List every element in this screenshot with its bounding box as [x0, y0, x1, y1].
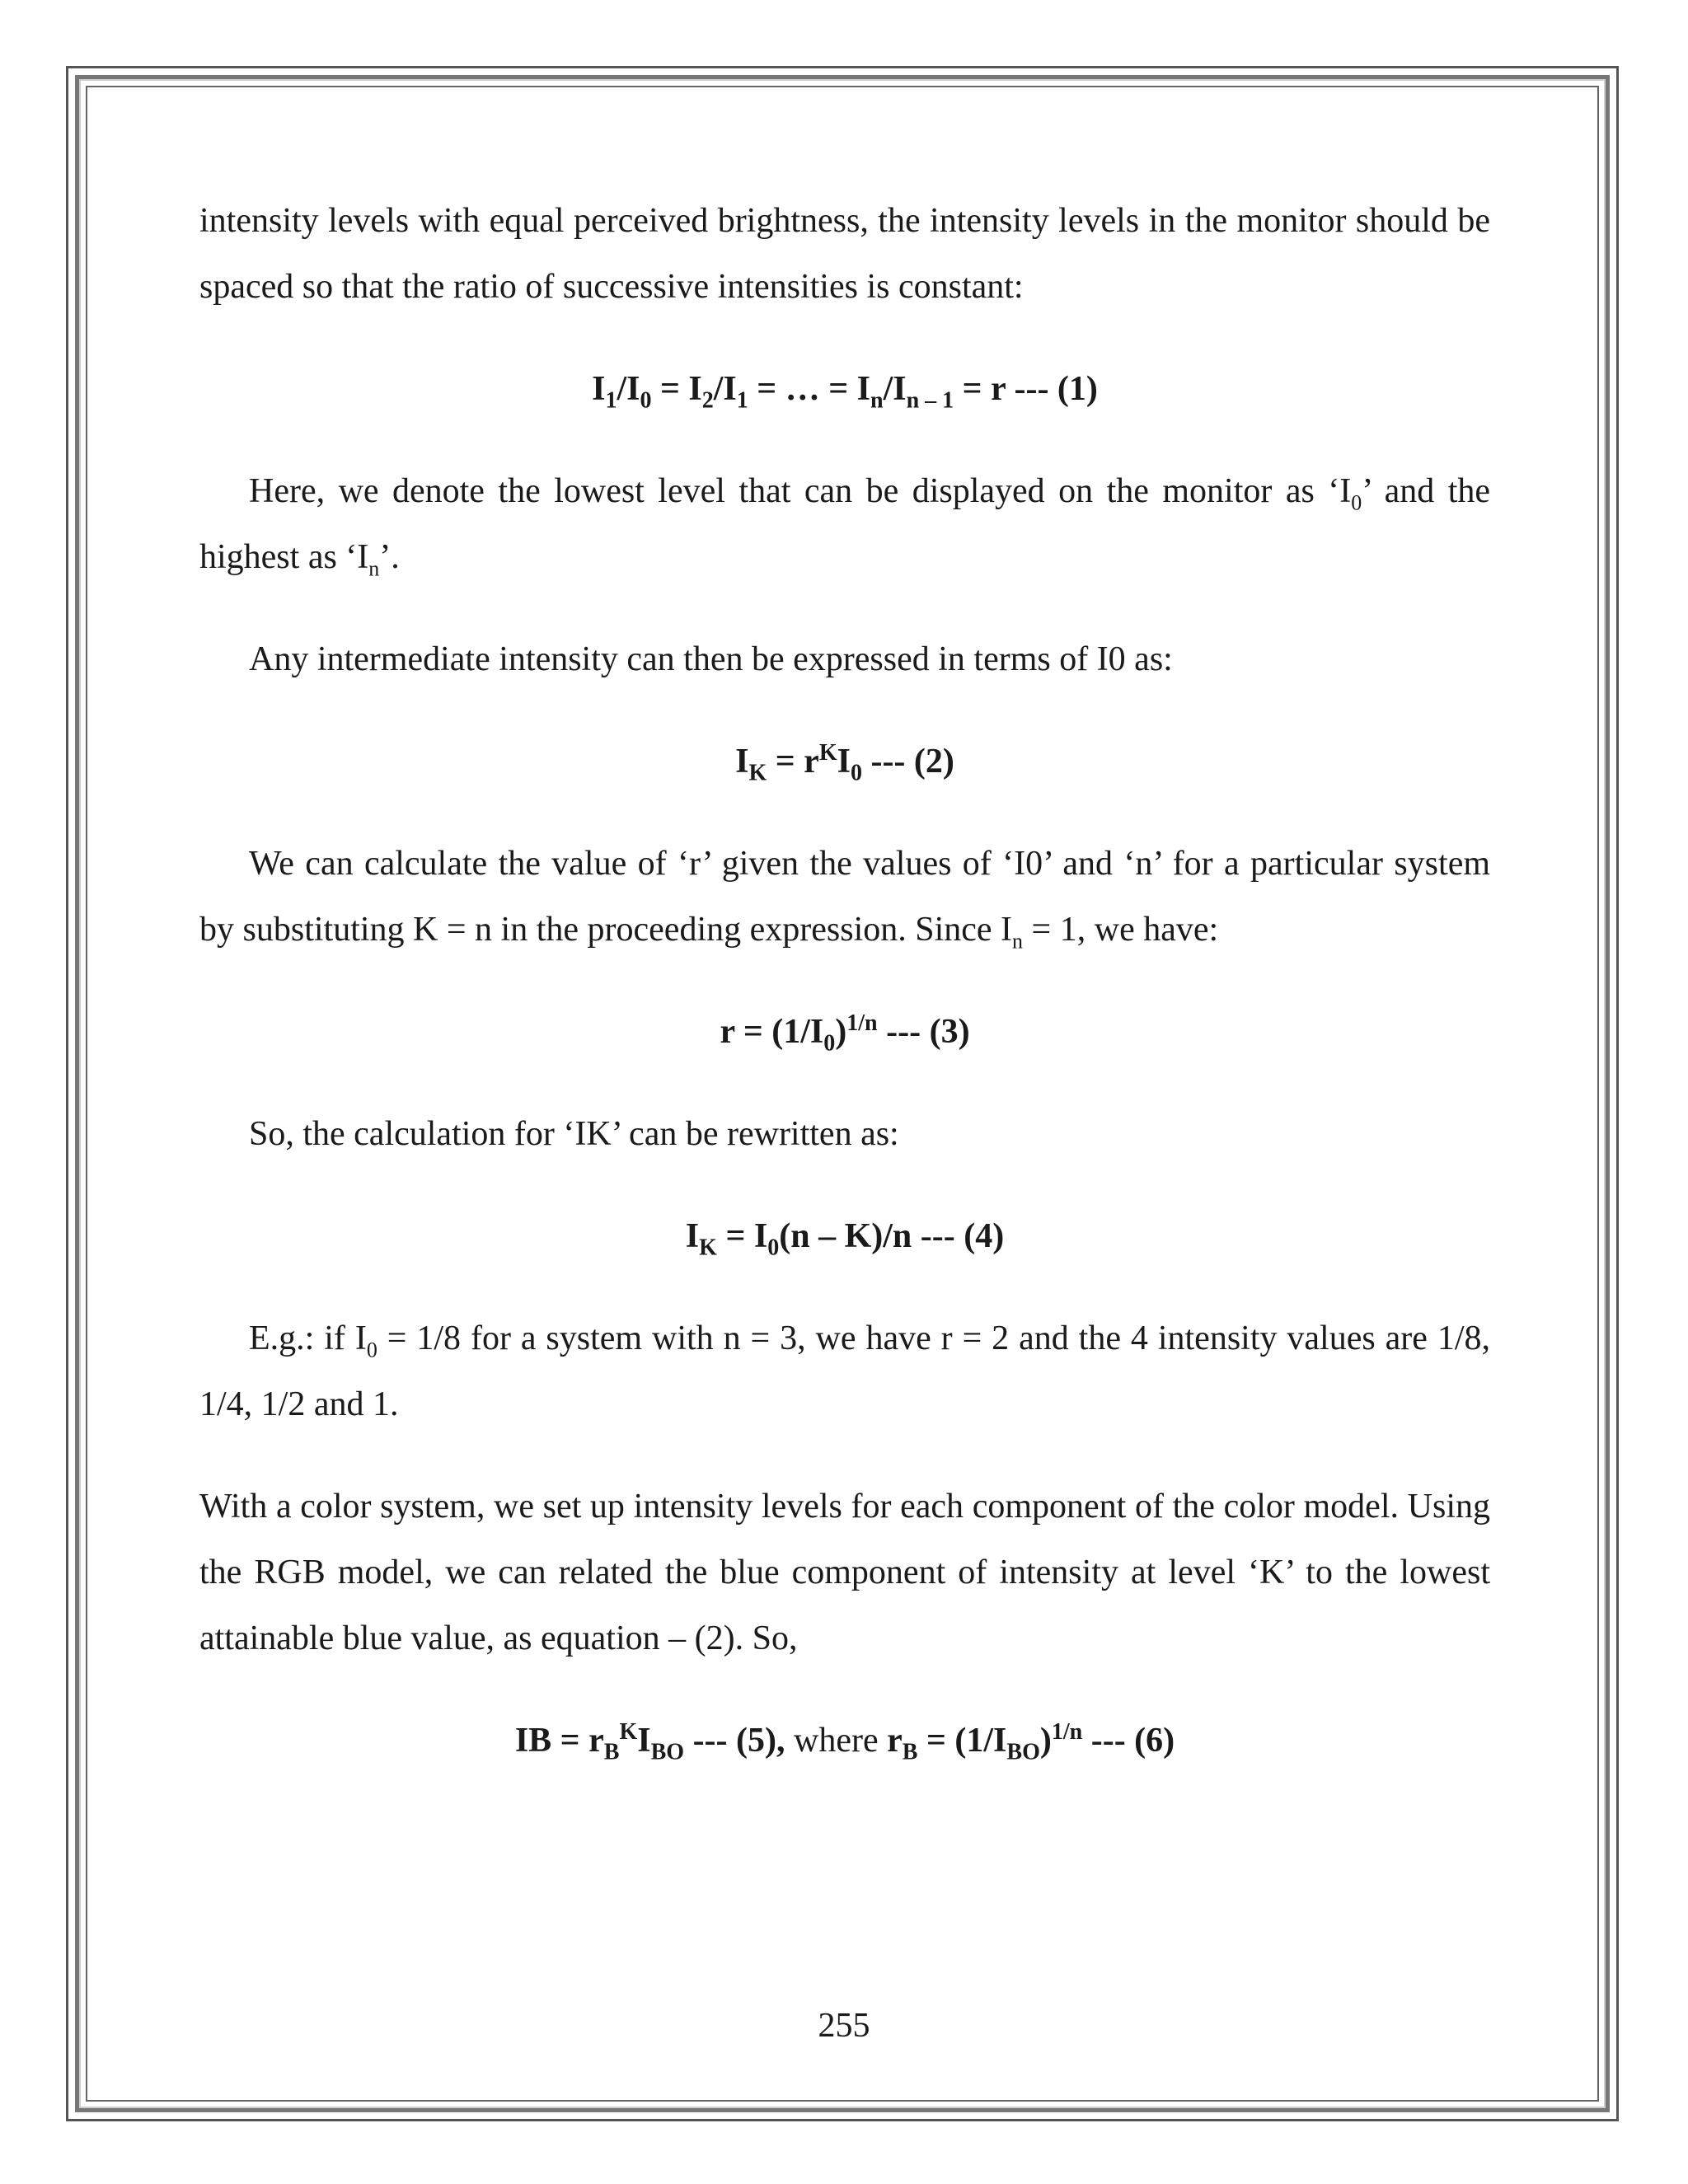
paragraph-calculate-r: We can calculate the value of ‘r’ given the values of ‘I0’ and ‘n’ for a particular system by substituting K = n in the proceeding expression. Since $I_n = 1$, we have:	[199, 845, 1490, 954]
page-content	[199, 188, 1490, 1774]
paragraph-color-system: With a color system, we set up intensity levels for each component of the color model. Using the RGB model, we can related the blue component of intensity at level ‘K’ to the lowest attainable blue value, as equation – (2). So,	[199, 1488, 1490, 1657]
paragraph-intro: intensity levels with equal perceived brightness, the intensity levels in the monitor should be spaced so that the ratio of successive intensities is constant:	[199, 202, 1490, 306]
paragraph-lowest-level: Here, we denote the lowest level that can be displayed on the monitor as ‘$I_0$’ and the highest as ‘$I_n$’.	[199, 472, 1490, 581]
paragraph-example: E.g.: if $I_0 = 1/8$ for a system with n = 3, we have r = 2 and the 4 intensity values are 1/8, 1/4, 1/2 and 1.	[199, 1319, 1491, 1423]
paragraph-intermediate: Any intermediate intensity can then be expressed in terms of I0 as:	[249, 640, 1173, 678]
equation-2: $I_K = r^KI_0$ --- (2)	[735, 740, 954, 786]
page-number: 255	[818, 2007, 870, 2045]
equation-4: $I_K = I_0(n - K)/n$ --- (4)	[685, 1217, 1005, 1261]
equation-1: $I_1/I_0 = I_2/I_1$ = … = $I_n/I_{n - 1} = r$ --- (1)	[592, 370, 1098, 414]
equation-5-6: IB = $r_B^KI_{BO}$ --- (5), where $r_B = (1/I_{BO})^{1/n}$ --- (6)	[514, 1719, 1175, 1765]
equation-3: $r = (1/I_0)^{1/n}$ --- (3)	[720, 1010, 970, 1057]
paragraph-rewritten: So, the calculation for ‘IK’ can be rewritten as:	[249, 1115, 899, 1153]
